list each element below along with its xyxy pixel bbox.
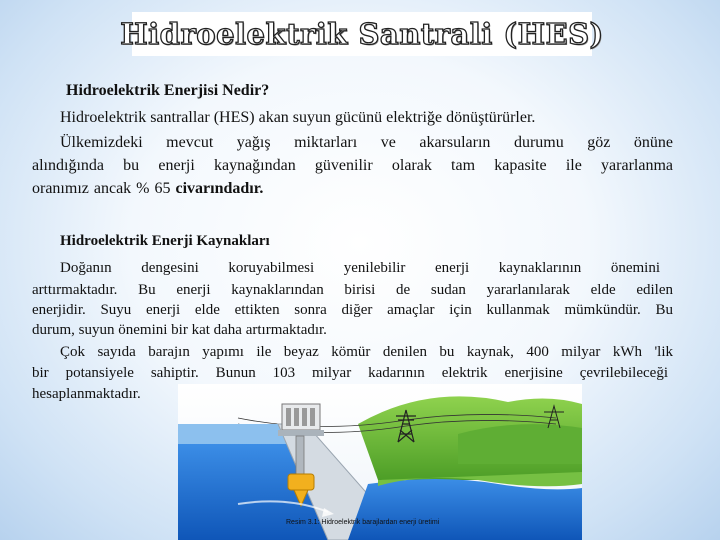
section2-line1: Doğanın dengesini koruyabilmesi yenilebilir enerji kaynaklarının önemini <box>60 260 660 276</box>
figure-caption: Resim 3.1: Hidroelektrik barajlardan enerji üretimi <box>286 519 440 526</box>
hydroelectric-dam-illustration <box>178 384 582 540</box>
section2-line4: durum, suyun önemini bir kat daha artırmaktadır. <box>32 322 327 338</box>
hill-back <box>458 424 582 464</box>
section2-line2: arttırmaktadır. Bu enerji kaynaklarından birisi de sudan yararlanılarak elde edilen <box>32 282 673 298</box>
section1-line3: alındığında bu enerji kaynağından güvenilir olarak tam kapasite ile yararlanma <box>32 157 673 174</box>
section1-line2: Ülkemizdeki mevcut yağış miktarları ve akarsuların durumu göz önüne <box>60 134 673 151</box>
powerhouse-icon <box>278 404 324 436</box>
title-box <box>120 12 604 56</box>
section1-line4-bold: civarındadır. <box>175 180 264 197</box>
section2-line3: enerjidir. Suyu enerji elde ettikten sonra diğer amaçlar için kullanmak mümkündür. Bu <box>32 302 673 318</box>
section2-heading: Hidroelektrik Enerji Kaynakları <box>60 233 270 249</box>
section1-heading: Hidroelektrik Enerjisi Nedir? <box>66 82 270 99</box>
section2-line5: Çok sayıda barajın yapımı ile beyaz kömür denilen bu kaynak, 400 milyar kWh 'lik <box>60 344 673 360</box>
penstock <box>296 436 304 476</box>
section2-line6: bir potansiyele sahiptir. Bunun 103 milyar kadarının elektrik enerjisine çevrilebileceği <box>32 365 668 381</box>
page-title: Hidroelektrik Santrali (HES) <box>120 17 604 51</box>
section2-line7: hesaplanmaktadır. <box>32 386 141 402</box>
section1-line4-normal: oranımız ancak % 65 <box>32 180 176 197</box>
section1-line4 <box>32 178 263 199</box>
section1-line1: Hidroelektrik santrallar (HES) akan suyun gücünü elektriğe dönüştürürler. <box>60 109 536 126</box>
